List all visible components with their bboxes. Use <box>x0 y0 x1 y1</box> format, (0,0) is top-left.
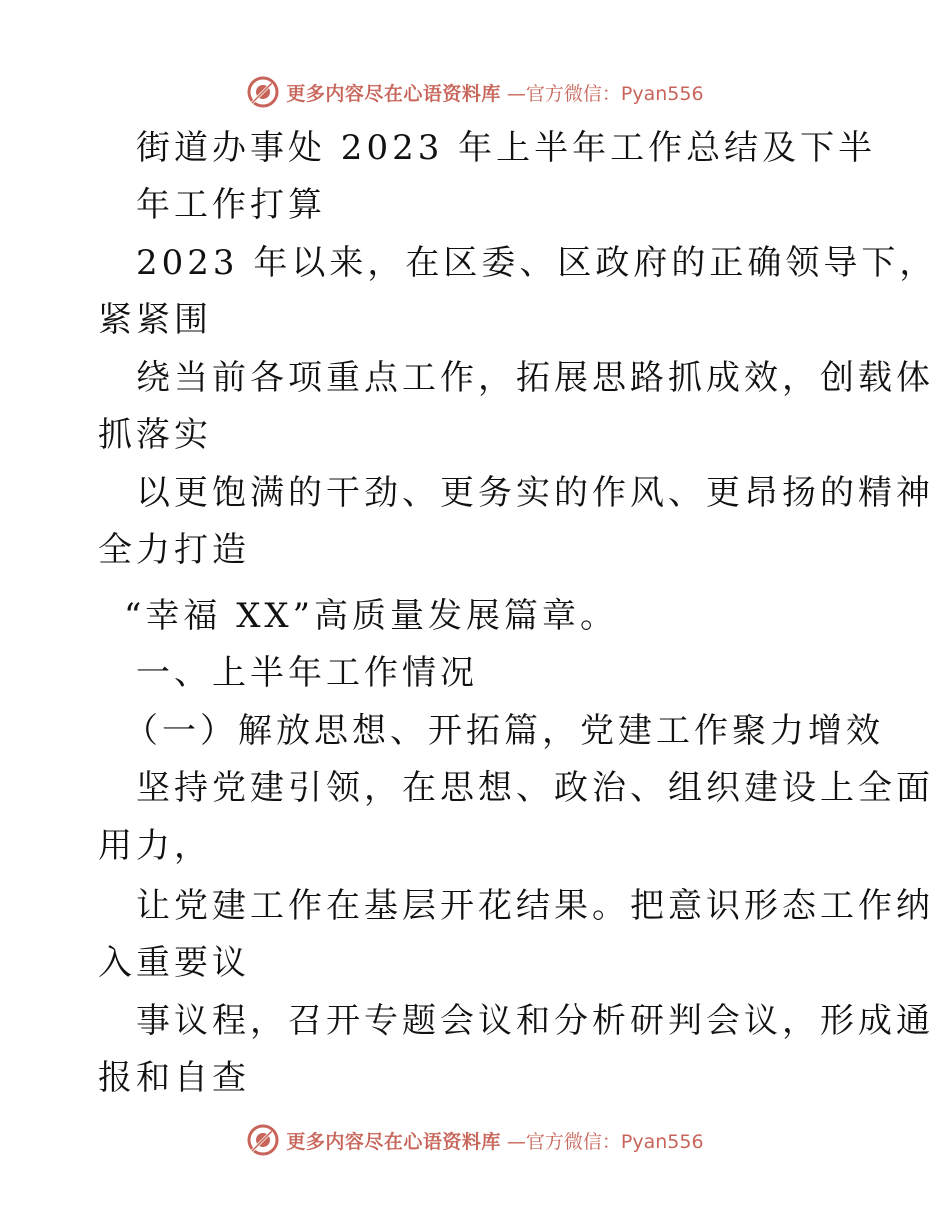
logo-icon <box>246 1123 280 1157</box>
doc-line: 入重要议 <box>98 943 250 983</box>
watermark-main-text: 更多内容尽在心语资料库 <box>286 1130 501 1153</box>
doc-line: 绕当前各项重点工作，拓展思路抓成效，创载体 <box>136 358 934 398</box>
doc-line: 2023 年以来，在区委、区政府的正确领导下， <box>136 243 938 283</box>
doc-title-line-1: 街道办事处 2023 年上半年工作总结及下半 <box>136 128 877 168</box>
doc-line: 用力， <box>98 826 212 866</box>
doc-title-line-2: 年工作打算 <box>136 185 326 225</box>
doc-line: 抓落实 <box>98 415 212 455</box>
doc-line: 报和自查 <box>98 1058 250 1098</box>
doc-line: “幸福 XX”高质量发展篇章。 <box>124 596 618 636</box>
section-heading: 一、上半年工作情况 <box>136 653 478 693</box>
doc-line: 坚持党建引领，在思想、政治、组织建设上全面 <box>136 768 934 808</box>
watermark-side-text: —官方微信：Pyan556 <box>506 1130 704 1153</box>
doc-line: 事议程，召开专题会议和分析研判会议，形成通 <box>136 1001 934 1041</box>
doc-line: 紧紧围 <box>98 300 212 340</box>
doc-line: 以更饱满的干劲、更务实的作风、更昂扬的精神 <box>136 473 934 513</box>
doc-line: 全力打造 <box>98 530 250 570</box>
watermark-main-text: 更多内容尽在心语资料库 <box>286 82 501 105</box>
subsection-heading: （一）解放思想、开拓篇，党建工作聚力增效 <box>124 711 884 751</box>
watermark-side-text: —官方微信：Pyan556 <box>506 82 704 105</box>
header-watermark <box>0 72 950 112</box>
doc-line: 让党建工作在基层开花结果。把意识形态工作纳 <box>136 886 934 926</box>
logo-icon <box>246 75 280 109</box>
footer-watermark <box>0 1120 950 1160</box>
